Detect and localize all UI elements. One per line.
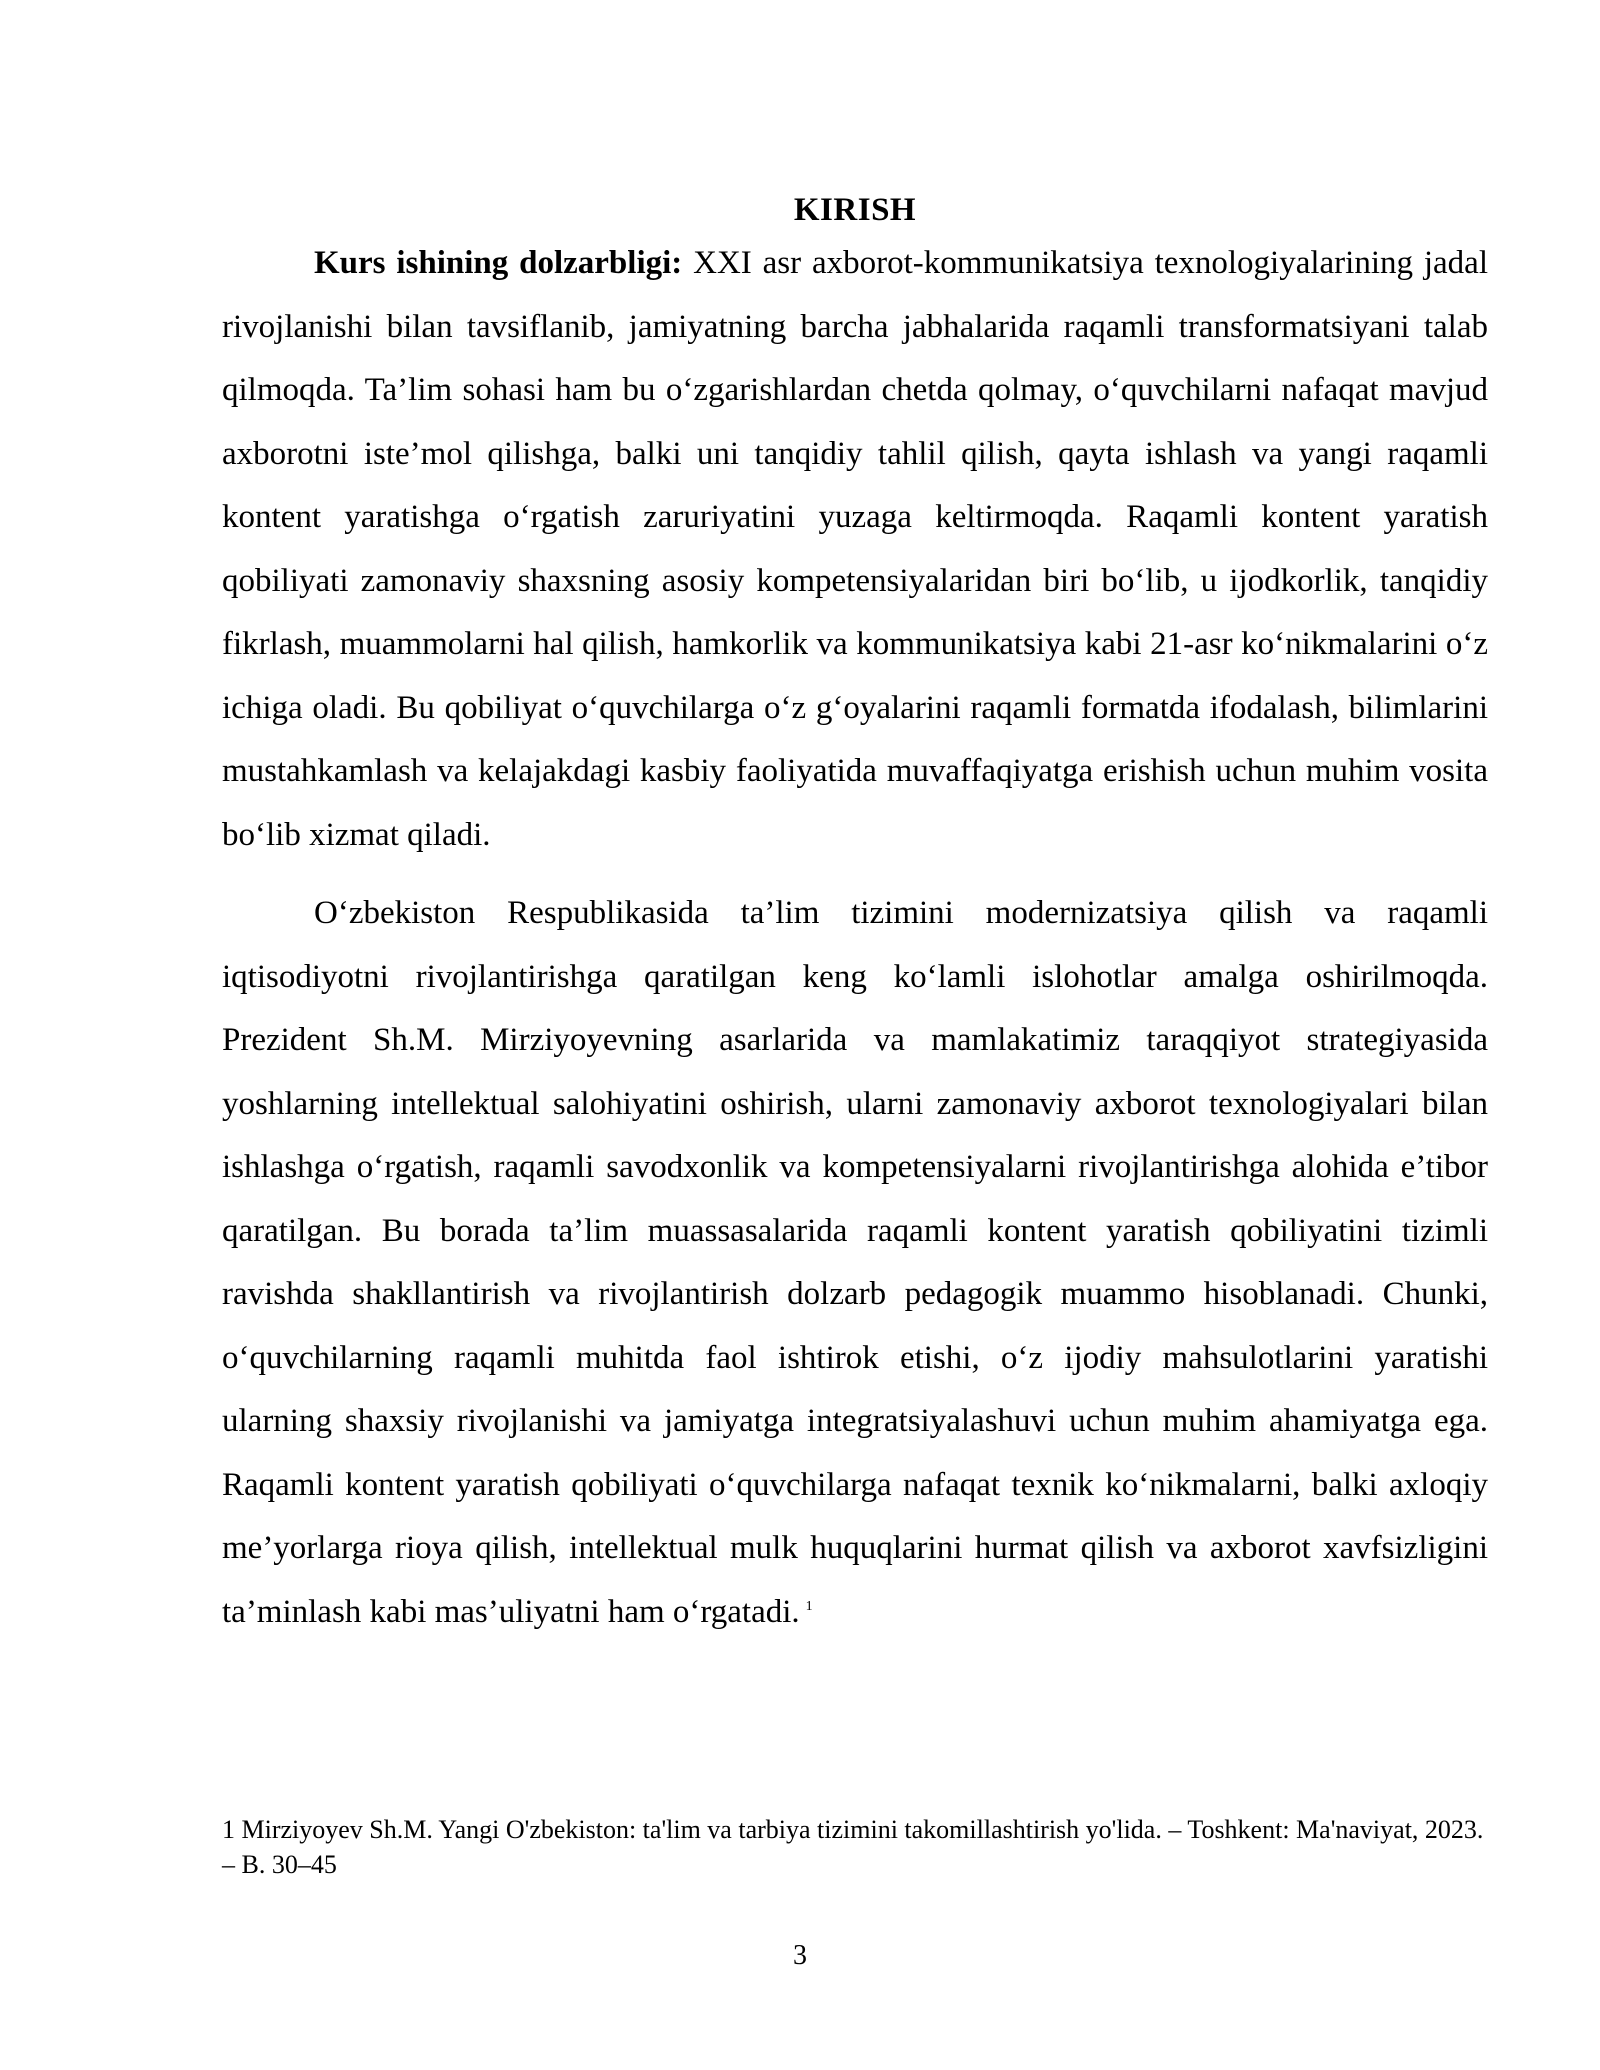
page-title: KIRISH — [793, 192, 917, 228]
footnote-reference[interactable]: 1 — [805, 1598, 813, 1614]
page-body — [222, 188, 1488, 1644]
paragraph-lead: Kurs ishining dolzarbligi: — [314, 245, 683, 281]
paragraph-relevance — [222, 232, 1488, 867]
paragraph-body: O‘zbekiston Respublikasida ta’lim tizimini modernizatsiya qilish va raqamli iqtisodiyotni rivojlantirishga qaratilgan keng ko‘lamli islohotlar amalga oshirilmoqda. Prezident Sh.M. Mirziyoyevning asarlarida va mamlakatimiz taraqqiyot strategiyasida yoshlarning intellektual salohiyatini oshirish, ularni zamonaviy axborot texnologiyalari bilan ishlashga o‘rgatish, raqamli savodxonlik va kompetensiyalarni rivojlantirishga alohida e’tibor qaratilgan. Bu borada ta’lim muassasalarida raqamli kontent yaratish qobiliyatini tizimli ravishda shakllantirish va rivojlantirish dolzarb pedagogik muammo hisoblanadi. Chunki, o‘quvchilarning raqamli muhitda faol ishtirok etishi, o‘z ijodiy mahsulotlarini yaratishi ularning shaxsiy rivojlanishi va jamiyatga integratsiyalashuvi uchun muhim ahamiyatga ega. Raqamli kontent yaratish qobiliyati o‘quvchilarga nafaqat texnik ko‘nikmalarni, balki axloqiy me’yorlarga rioya qilish, intellektual mulk huquqlarini hurmat qilish va axborot xavfsizligini ta’minlash kabi mas’uliyatni ham o‘rgatadi. — [222, 895, 1488, 1630]
page-number: 3 — [793, 1940, 807, 1971]
paragraph-body: XXI asr axborot-kommunikatsiya texnologiyalarining jadal rivojlanishi bilan tavsiflanib, jamiyatning barcha jabhalarida raqamli transformatsiyani talab qilmoqda. Ta’lim sohasi ham bu o‘zgarishlardan chetda qolmay, o‘quvchilarni nafaqat mavjud axborotni iste’mol qilishga, balki uni tanqidiy tahlil qilish, qayta ishlash va yangi raqamli kontent yaratishga o‘rgatish zaruriyatini yuzaga keltirmoqda. Raqamli kontent yaratish qobiliyati zamonaviy shaxsning asosiy kompetensiyalaridan biri bo‘lib, u ijodkorlik, tanqidiy fikrlash, muammolarni hal qilish, hamkorlik va kommunikatsiya kabi 21-asr ko‘nikmalarini o‘z ichiga oladi. Bu qobiliyat o‘quvchilarga o‘z g‘oyalarini raqamli formatda ifodalash, bilimlarini mustahkamlash va kelajakdagi kasbiy faoliyatida muvaffaqiyatga erishish uchun muhim vosita bo‘lib xizmat qiladi. — [222, 245, 1488, 853]
paragraph-context — [222, 882, 1488, 1644]
footnote: 1 Mirziyoyev Sh.M. Yangi O'zbekiston: ta'lim va tarbiya tizimini takomillashtirish yo'lida. – Toshkent: Ma'naviyat, 2023. – B. 30–45 — [222, 1815, 1484, 1879]
